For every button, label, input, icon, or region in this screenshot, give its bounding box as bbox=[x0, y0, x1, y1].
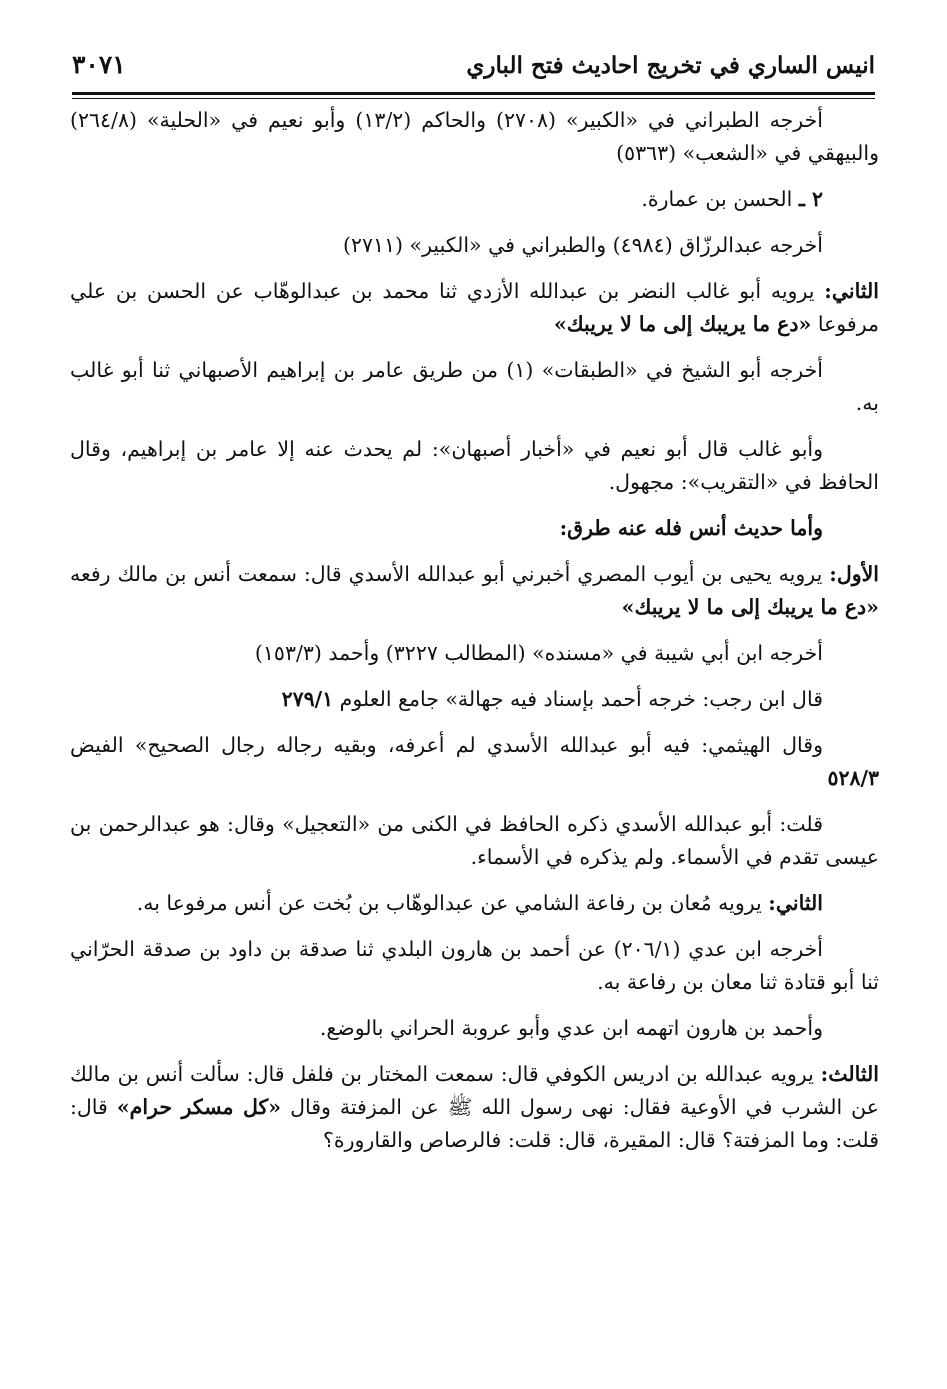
paragraph-second-route-anas: الثاني: يرويه مُعان بن رفاعة الشامي عن عبدالوهّاب بن بُخت عن أنس مرفوعا به. bbox=[136, 891, 823, 915]
running-title: انيس الساري في تخريج احاديث فتح الباري bbox=[466, 52, 875, 79]
paragraph-haythami: وقال الهيثمي: فيه أبو عبدالله الأسدي لم أعرفه، وبقيه رجاله رجال الصحيح» الفيض ٥٢٨/٣ bbox=[70, 733, 879, 790]
hadith-quote: «كل مسكر حرام» bbox=[116, 1095, 282, 1119]
hadith-quote: «دع ما يريبك إلى ما لا يريبك» bbox=[621, 595, 879, 619]
section-label: الأول: bbox=[829, 562, 879, 586]
paragraph-numbered-item: ٢ ـ الحسن بن عمارة. bbox=[641, 187, 823, 211]
paragraph-takhrij-abdurrazzaq: أخرجه عبدالرزّاق (٤٩٨٤) والطبراني في «الكبير» (٢٧١١) bbox=[342, 233, 823, 257]
section-label: الثاني: bbox=[768, 891, 823, 915]
section-label: الثاني: bbox=[824, 279, 879, 303]
reference-number: ٢٧٩/١ bbox=[281, 687, 334, 711]
item-number: ٢ ـ bbox=[798, 187, 823, 211]
paragraph-ibn-adi: أخرجه ابن عدي (٢٠٦/١) عن أحمد بن هارون البلدي ثنا صدقة بن داود بن صدقة الحرّاني ثنا أبو قتادة ثنا معان بن رفاعة به. bbox=[70, 937, 879, 994]
page-number: ٣٠٧١ bbox=[72, 50, 126, 79]
paragraph-note: قلت: أبو عبدالله الأسدي ذكره الحافظ في الكنى من «التعجيل» وقال: هو عبدالرحمن بن عيسى تقدم في الأسماء. ولم يذكره في الأسماء. bbox=[70, 812, 879, 869]
paragraph-first-route: الأول: يرويه يحيى بن أيوب المصري أخبرني أبو عبدالله الأسدي قال: سمعت أنس بن مالك رفعه «دع ما يريبك إلى ما لا يريبك» bbox=[70, 562, 879, 619]
paragraph-anas-heading: وأما حديث أنس فله عنه طرق: bbox=[559, 516, 823, 540]
page-body bbox=[70, 104, 879, 1170]
paragraph-abu-shaykh: أخرجه أبو الشيخ في «الطبقات» (١) من طريق عامر بن إبراهيم الأصبهاني ثنا أبو غالب به. bbox=[70, 358, 879, 415]
paragraph-ibn-abi-shayba: أخرجه ابن أبي شيبة في «مسنده» (المطالب ٣٢٢٧) وأحمد (١٥٣/٣) bbox=[254, 641, 823, 665]
hadith-quote: «دع ما يريبك إلى ما لا يريبك» bbox=[553, 312, 812, 336]
reference-number: ٥٢٨/٣ bbox=[827, 766, 879, 790]
paragraph-ahmad-bin-harun: وأحمد بن هارون اتهمه ابن عدي وأبو عروبة الحراني بالوضع. bbox=[319, 1016, 823, 1040]
page-header bbox=[72, 42, 875, 95]
paragraph-abu-ghalib: وأبو غالب قال أبو نعيم في «أخبار أصبهان»: لم يحدث عنه إلا عامر بن إبراهيم، وقال الحافظ في «التقريب»: مجهول. bbox=[70, 437, 879, 494]
paragraph-third-route: الثالث: يرويه عبدالله بن ادريس الكوفي قال: سمعت المختار بن فلفل قال: سألت أنس بن مالك عن الشرب في الأوعية فقال: نهى رسول الله ﷺ عن المزفتة وقال «كل مسكر حرام» قال: قلت: وما المزفتة؟ قال: المقيرة، قال: قلت: فالرصاص والقارورة؟ bbox=[70, 1062, 879, 1152]
paragraph-ibn-rajab: قال ابن رجب: خرجه أحمد بإسناد فيه جهالة» جامع العلوم ٢٧٩/١ bbox=[281, 687, 823, 711]
paragraph-second-route: الثاني: يرويه أبو غالب النضر بن عبدالله الأزدي ثنا محمد بن عبدالوهّاب عن الحسن بن علي مرفوعا «دع ما يريبك إلى ما لا يريبك» bbox=[70, 279, 879, 336]
section-label: الثالث: bbox=[820, 1062, 879, 1086]
paragraph-takhrij-tabarani: أخرجه الطبراني في «الكبير» (٢٧٠٨) والحاكم (١٣/٢) وأبو نعيم في «الحلية» (٢٦٤/٨) والبيهقي في «الشعب» (٥٣٦٣) bbox=[70, 108, 879, 165]
